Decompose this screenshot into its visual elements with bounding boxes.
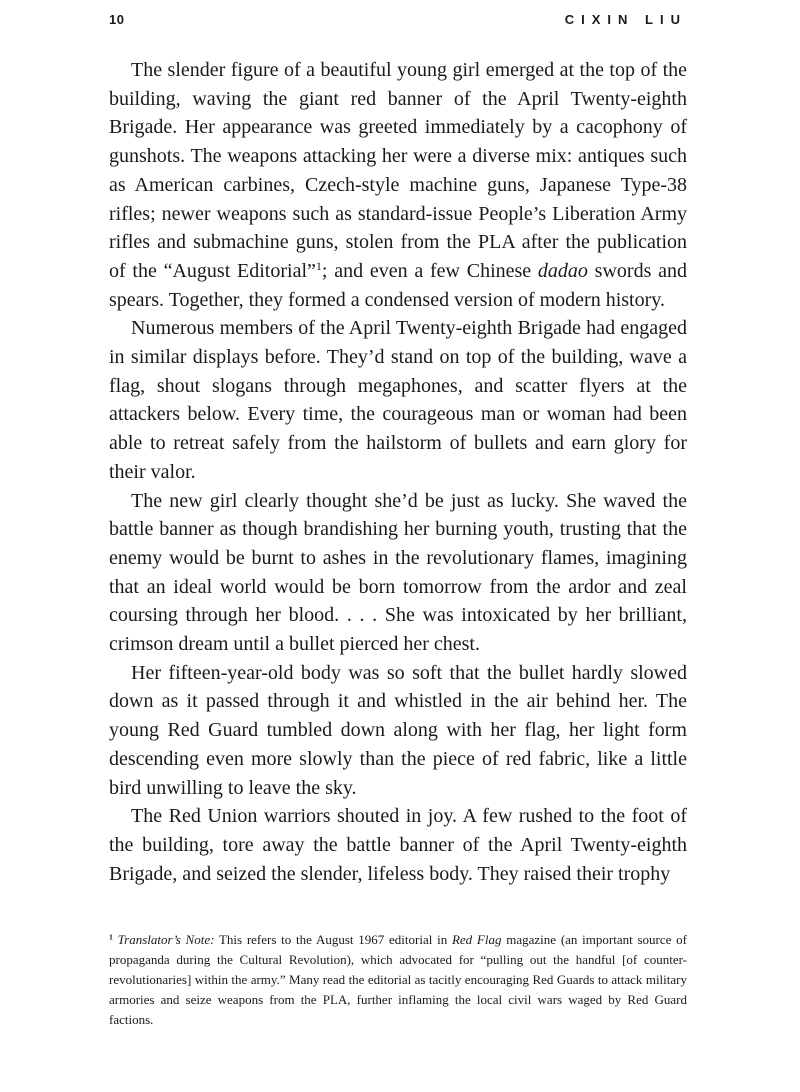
footnotes xyxy=(109,930,687,1030)
paragraph-1-text-end: swords and spears. Together, they formed a condensed version of modern history. xyxy=(109,259,687,311)
paragraph-2: Numerous members of the April Twenty-eighth Brigade had engaged in similar displays before. They’d stand on top of the building, wave a flag, shout slogans through megaphones, and scatter flyers at the attackers below. Every time, the courageous man or woman had been able to retreat safely from the hailstorm of bullets and earn glory for their valor. xyxy=(109,317,687,483)
running-head-author: CIXIN LIU xyxy=(564,12,687,27)
footnote-marker: 1 xyxy=(109,932,113,942)
italic-term: dadao xyxy=(537,259,588,282)
running-head xyxy=(109,12,687,32)
paragraph-1-text-middle: ; and even a few Chinese xyxy=(321,259,538,282)
footnote-italic-title: Red Flag xyxy=(451,932,502,947)
paragraph-1 xyxy=(109,56,687,314)
footnote-text: This refers to the August 1967 editorial in xyxy=(214,932,452,947)
footnote-label: Translator’s Note: xyxy=(117,932,215,947)
body-text xyxy=(109,56,687,888)
paragraph-3: The new girl clearly thought she’d be just as lucky. She waved the battle banner as though brandishing her burning youth, trusting that the enemy would be burnt to ashes in the revolutionary flames, imagining that an ideal world would be born tomorrow from the ardor and zeal coursing through her blood. . . . She was intoxicated by her brilliant, crimson dream until a bullet pierced her chest. xyxy=(109,489,687,656)
paragraph-5: The Red Union warriors shouted in joy. A few rushed to the foot of the building, tore away the battle banner of the April Twenty-eighth Brigade, and seized the slender, lifeless body. They raised their trophy xyxy=(109,805,687,885)
paragraph-4: Her fifteen-year-old body was so soft that the bullet hardly slowed down as it passed through it and whistled in the air behind her. The young Red Guard tumbled down along with her flag, her light form descending even more slowly than the piece of red fabric, like a little bird unwilling to leave the sky. xyxy=(109,661,687,799)
paragraph-1-text: The slender figure of a beautiful young girl emerged at the top of the building, waving the giant red banner of the April Twenty-eighth Brigade. Her appearance was greeted immediately by a cacophony of gunshots. The weapons attacking her were a diverse mix: antiques such as American carbines, Czech-style machine guns, Japanese Type-38 rifles; newer weapons such as standard-issue People’s Liberation Army rifles and submachine guns, stolen from the PLA after the publication of the “August Editorial” xyxy=(109,59,687,282)
footnote-1 xyxy=(109,930,687,1030)
page-number: 10 xyxy=(109,12,125,27)
footnote-reference: 1 xyxy=(315,258,322,273)
footnote-text-end: magazine (an important source of propaganda during the Cultural Revolution), which advocated for “pulling out the handful [of counter-revolutionaries] within the army.” Many read the editorial as tacitly encouraging Red Guards to attack military armories and seize weapons from the PLA, further inflaming the local civil wars waged by Red Guard factions. xyxy=(109,932,687,1027)
